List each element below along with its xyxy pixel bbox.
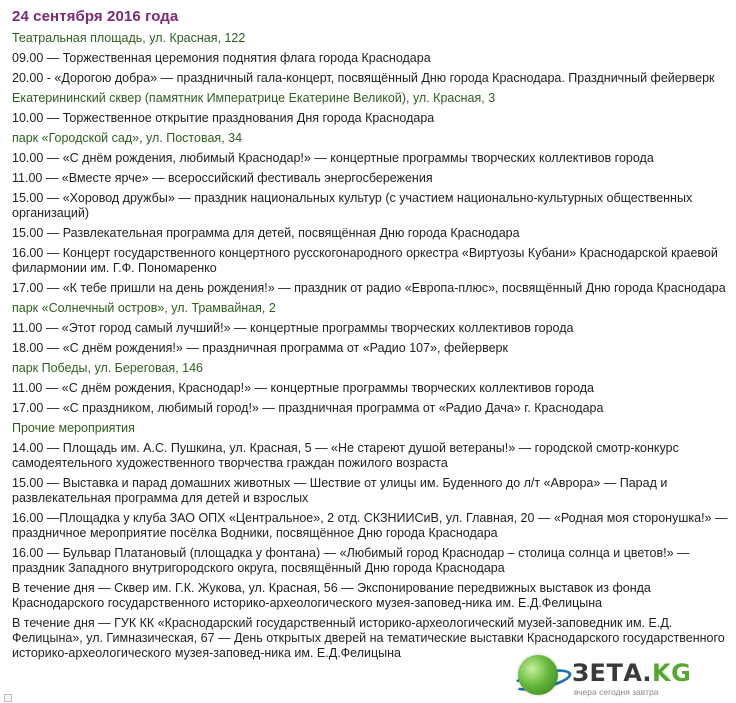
logo-brand-main: ЗЕТА. [572,659,653,687]
event-item: 16.00 — Бульвар Платановый (площадка у фонтана) — «Любимый город Краснодар – столица солнца и цветов!» — праздник Западного внутригородского округа, посвящённый Дню города Краснодара [12,546,690,575]
event-item: 14.00 — Площадь им. А.С. Пушкина, ул. Красная, 5 — «Не стареют душой ветераны!» — городской смотр-конкурс самодеятельного художественного творчества граждан пожилого возраста [12,441,679,470]
event-item: 11.00 — «Вместе ярче» — всероссийский фестиваль энергосбережения [12,171,433,185]
logo-slogan: вчера сегодня завтра [574,687,659,697]
event-item: 11.00 — «Этот город самый лучший!» — концертные программы творческих коллективов города [12,321,574,335]
venue-heading: парк «Солнечный остров», ул. Трамвайная, 2 [12,301,276,315]
venue-heading: Прочие мероприятия [12,421,135,435]
event-item: 18.00 — «С днём рождения!» — праздничная программа от «Радио 107», фейерверк [12,341,508,355]
corner-marker-icon [4,694,12,702]
event-item: 11.00 — «С днём рождения, Краснодар!» — концертные программы творческих коллективов города [12,381,595,395]
event-item: 17.00 — «С праздником, любимый город!» — праздничная программа от «Радио Дача» г. Краснодара [12,401,604,415]
venue-heading: Театральная площадь, ул. Красная, 122 [12,31,246,45]
event-item: 17.00 — «К тебе пришли на день рождения!» — праздник от радио «Европа-плюс», посвящённый Дню города Краснодара [12,281,726,295]
schedule-sections [12,31,730,661]
event-item: 10.00 — Торжественное открытие празднования Дня города Краснодара [12,111,435,125]
event-item: 15.00 — Развлекательная программа для детей, посвящённая Дню города Краснодара [12,226,520,240]
event-item: 16.00 — Концерт государственного концертного русскогонародного оркестра «Виртуозы Кубани» Краснодарской краевой филармонии им. Г.Ф. Пономаренко [12,246,718,275]
event-item: В течение дня — Сквер им. Г.К. Жукова, ул. Красная, 56 — Экспонирование передвижных выставок из фонда Краснодарского государственного историко-археологического музея-заповед-ника им. Е.Д.Фелицына [12,581,651,610]
globe-icon [518,655,558,695]
event-item: 15.00 — «Хоровод дружбы» — праздник национальных культур (с участием национально-культурных общественных организаций) [12,191,693,220]
event-item: 16.00 —Площадка у клуба ЗАО ОПХ «Центральное», 2 отд. СКЗНИИСиВ, ул. Главная, 20 — «Родная моя сторонушка!» — праздничное мероприятие посёлка Водники, посвящённое Дню города Краснодара [12,511,728,540]
event-item: 10.00 — «С днём рождения, любимый Краснодар!» — концертные программы творческих коллективов города [12,151,654,165]
event-item: 15.00 — Выставка и парад домашних животных — Шествие от улицы им. Буденного до л/т «Аврора» — Парад и развлекательная программа для детей и взрослых [12,476,668,505]
page-title: 24 сентября 2016 года [12,8,179,25]
schedule-page [12,6,730,666]
event-item: В течение дня — ГУК КК «Краснодарский государственный историко-археологический музей-заповедник им. Е.Д. Фелицына», ул. Гимназическая, 67 — День открытых дверей на тематические выставки Краснодарского государственного историко-археологического музея-заповед-ника им. Е.Д.Фелицына [12,616,725,660]
venue-heading: парк «Городской сад», ул. Постовая, 34 [12,131,243,145]
logo-brand-tld: KG [652,659,692,687]
site-logo[interactable] [516,653,730,699]
event-item: 20.00 - «Дорогою добра» — праздничный гала-концерт, посвящённый Дню города Краснодара. Праздничный фейерверк [12,71,715,85]
venue-heading: Екатерининский сквер (памятник Императрице Екатерине Великой), ул. Красная, 3 [12,91,496,105]
event-item: 09.00 — Торжественная церемония поднятия флага города Краснодара [12,51,431,65]
venue-heading: парк Победы, ул. Береговая, 146 [12,361,204,375]
logo-brand [572,659,691,687]
